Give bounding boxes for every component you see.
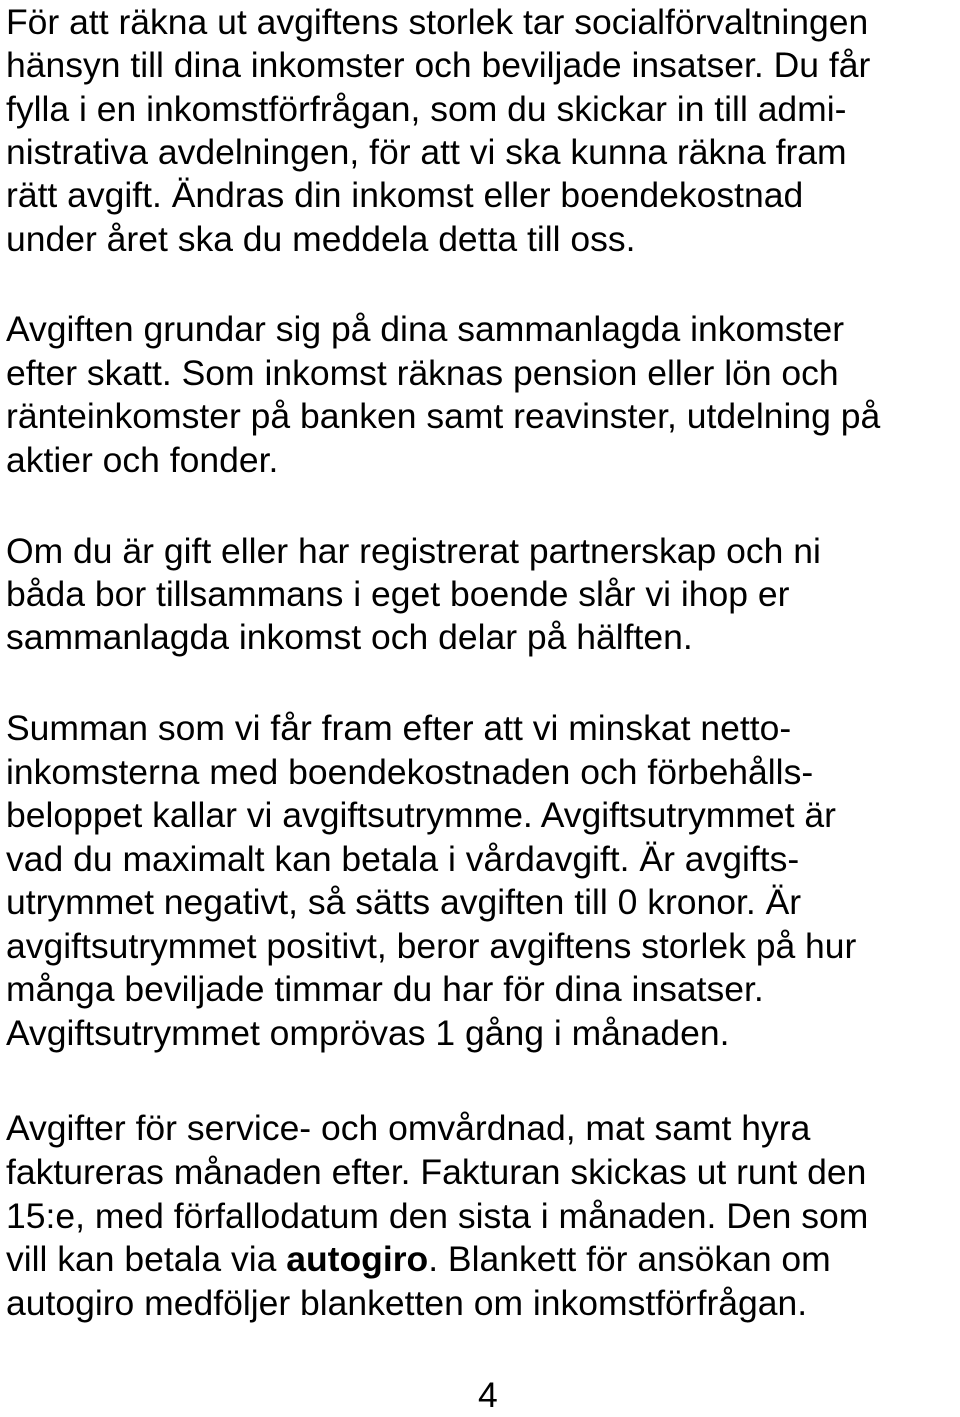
paragraph-1-line-1: För att räkna ut avgiftens storlek tar socialförvaltningen — [6, 2, 869, 42]
paragraph-1-line-2: hänsyn till dina inkomster och beviljade insatser. Du får — [6, 45, 871, 85]
paragraph-1-line-5: rätt avgift. Ändras din inkomst eller boendekostnad — [6, 175, 804, 215]
paragraph-5-line-3: 15:e, med förfallodatum den sista i månaden. Den som — [6, 1196, 869, 1236]
paragraph-3-line-2: båda bor tillsammans i eget boende slår vi ihop er — [6, 574, 790, 614]
paragraph-4-line-8: Avgiftsutrymmet omprövas 1 gång i månaden. — [6, 1013, 730, 1053]
paragraph-4-line-7: många beviljade timmar du har för dina insatser. — [6, 969, 764, 1009]
paragraph-5-line-4-start: vill kan betala via — [6, 1239, 287, 1279]
paragraph-1-line-4: nistrativa avdelningen, för att vi ska kunna räkna fram — [6, 132, 847, 172]
paragraph-4-line-1: Summan som vi får fram efter att vi minskat netto- — [6, 708, 792, 748]
paragraph-1-line-3: fylla i en inkomstförfrågan, som du skickar in till admi- — [6, 89, 847, 129]
paragraph-1-line-6: under året ska du meddela detta till oss. — [6, 219, 636, 259]
paragraph-2-line-3: ränteinkomster på banken samt reavinster, utdelning på — [6, 396, 881, 436]
paragraph-2-line-2: efter skatt. Som inkomst räknas pension eller lön och — [6, 353, 839, 393]
paragraph-2-line-4: aktier och fonder. — [6, 440, 279, 480]
paragraph-5-line-5: autogiro medföljer blanketten om inkomstförfrågan. — [6, 1283, 808, 1323]
paragraph-4-line-6: avgiftsutrymmet positivt, beror avgiftens storlek på hur — [6, 926, 857, 966]
paragraph-4-line-5: utrymmet negativt, så sätts avgiften till 0 kronor. Är — [6, 882, 802, 922]
paragraph-4-line-3: beloppet kallar vi avgiftsutrymme. Avgiftsutrymmet är — [6, 795, 836, 835]
paragraph-5-line-4 — [6, 1237, 831, 1281]
page-number: 4 — [478, 1375, 498, 1415]
paragraph-5-line-2: faktureras månaden efter. Fakturan skickas ut runt den — [6, 1152, 867, 1192]
paragraph-4-line-4: vad du maximalt kan betala i vårdavgift. Är avgifts- — [6, 839, 800, 879]
paragraph-4-line-2: inkomsterna med boendekostnaden och förbehålls- — [6, 752, 814, 792]
autogiro-emphasis: autogiro — [286, 1239, 429, 1279]
paragraph-5-line-1: Avgifter för service- och omvårdnad, mat samt hyra — [6, 1108, 811, 1148]
paragraph-2-line-1: Avgiften grundar sig på dina sammanlagda inkomster — [6, 309, 845, 349]
paragraph-5-line-4-end: . Blankett för ansökan om — [428, 1239, 831, 1279]
paragraph-3-line-3: sammanlagda inkomst och delar på hälften. — [6, 617, 693, 657]
paragraph-3-line-1: Om du är gift eller har registrerat partnerskap och ni — [6, 531, 821, 571]
